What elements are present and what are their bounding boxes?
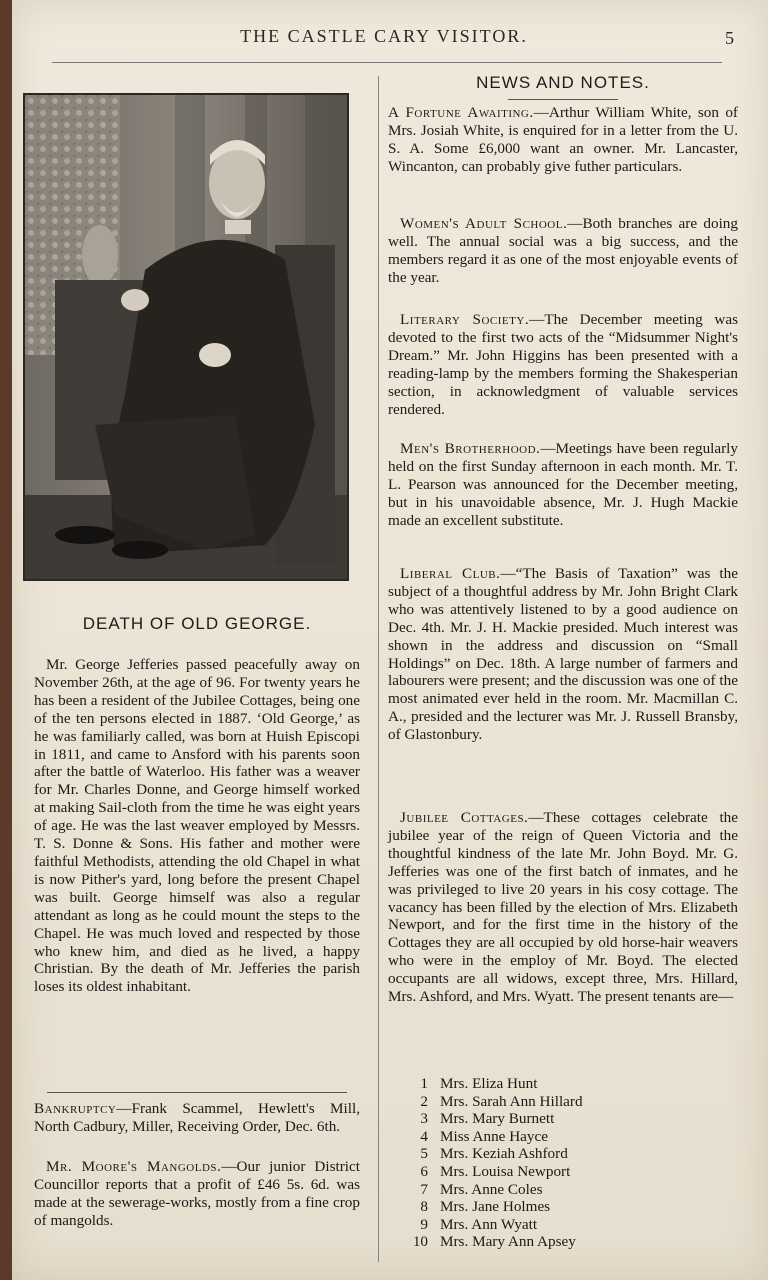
tenant-number: 3 (420, 1110, 428, 1128)
tenant-row (388, 1163, 738, 1181)
tenant-number: 9 (420, 1215, 428, 1233)
magazine-page (12, 0, 768, 1280)
tenant-name: Mrs. Keziah Ashford (440, 1145, 568, 1163)
mens-brotherhood-text: —Meetings have been regularly held on the first Sunday afternoon in each month. Mr. T. L. Pearson was announced for the December meeting, but in his unavoidable absence, Mr. J. Hugh Mackie made an excellent substitute. (388, 440, 738, 529)
tenant-number: 6 (420, 1162, 428, 1180)
news-heading-rule (508, 99, 618, 100)
jubilee-cottages-text: —These cottages celebrate the jubilee year of the reign of Queen Victoria and the thoughtful kindness of the late Mr. John Boyd. Mr. G. Jefferies was one of the first batch of inmates, and he was privileged to live 20 years in his cosy cottage. The vacancy has been filled by the election of Mrs. Elizabeth Newport, and for the first time in the history of the Cottages they are all occupied by old horse-hair weavers who were in the employ of Mr. Boyd. The elected occupants are all widows, except three, Mrs. Hillard, Mrs. Ashford, and Mrs. Wyatt. The present tenants are— (388, 809, 738, 1006)
tenant-number: 5 (420, 1145, 428, 1163)
tenant-row (388, 1110, 738, 1128)
death-heading: DEATH OF OLD GEORGE. (82, 614, 312, 633)
tenant-row (388, 1093, 738, 1111)
george-obituary (34, 656, 360, 996)
tenant-row (388, 1233, 738, 1251)
tenant-number: 2 (420, 1092, 428, 1110)
tenant-name: Mrs. Louisa Newport (440, 1162, 571, 1180)
tenant-number: 1 (420, 1075, 428, 1092)
tenant-name: Mrs. Sarah Ann Hillard (440, 1092, 583, 1110)
fortune-note (388, 104, 738, 176)
tenant-number: 10 (412, 1233, 428, 1251)
jubilee-cottages-note (388, 809, 738, 1006)
tenant-row (388, 1075, 738, 1093)
tenant-name: Mrs. Jane Holmes (440, 1198, 551, 1216)
liberal-club-note (388, 565, 738, 744)
bankruptcy-text: —Frank Scammel, Hewlett's Mill, North Cadbury, Miller, Receiving Order, Dec. 6th. (34, 1100, 360, 1135)
tenant-list (388, 1075, 738, 1251)
bankruptcy-lead: Bankruptcy (34, 1100, 117, 1117)
womens-school-lead: Women's Adult School. (400, 215, 568, 232)
tenant-row (388, 1181, 738, 1199)
tenant-name: Mrs. Mary Ann Apsey (440, 1233, 576, 1251)
mangolds-text: —Our junior District Councillor reports that a profit of £46 5s. 6d. was made at the sewerage-works, mostly from a fine crop of mangolds. (34, 1158, 360, 1229)
liberal-club-lead: Liberal Club. (400, 565, 501, 582)
george-obituary-text: Mr. George Jefferies passed peacefully away on November 26th, at the age of 96. For twenty years he has been a resident of the Jubilee Cottages, being one of the ten persons elected in 1887. ‘Old George,’ as he was familiarly called, was born at Huish Episcopi in 1811, and came to Ansford with his parents soon after the battle of Waterloo. His father was a weaver for Mr. Charles Donne, and George himself worked at making Sail-cloth from the time he was eight years of age. He was the last weaver employed by Messrs. T. S. Donne & Sons. His father and mother were faithful Methodists, attending the old Chapel in what is now Pither's yard, long before the present Chapel was built. George himself was also a regular attendant as long as he could mount the steps to the Chapel. He was much loved and respected by those who knew him, and died as he lived, a happy Christian. By the death of Mr. Jefferies the parish loses its oldest inhabitant. (34, 656, 360, 996)
bankruptcy-note (34, 1100, 360, 1136)
mens-brotherhood-note (388, 440, 738, 530)
womens-school-note (388, 215, 738, 287)
header-rule (52, 62, 722, 63)
jubilee-cottages-lead: Jubilee Cottages. (400, 809, 529, 826)
tenant-row (388, 1216, 738, 1234)
tenant-name: Mrs. Ann Wyatt (440, 1215, 538, 1233)
liberal-club-text: —“The Basis of Taxation” was the subject of a thoughtful address by Mr. John Bright Clark who was attentively listened to by a good audience on Dec. 4th. Mr. J. H. Mackie presided. Much interest was shown in the address and discussion on “Small Holdings” on Dec. 18th. A large number of farmers and labourers were present; and the discussion was one of the most animated ever held in the room. Mr. Macmillan C. A., presided and the lecturer was Mr. J. Russell Bransby, of Glastonbury. (388, 565, 738, 744)
news-heading: NEWS AND NOTES. (476, 73, 650, 92)
mangolds-note (34, 1158, 360, 1230)
page-header-title: THE CASTLE CARY VISITOR. (240, 26, 528, 46)
tenant-number: 4 (420, 1127, 428, 1145)
tenant-row (388, 1145, 738, 1163)
mangolds-lead: Mr. Moore's Mangolds. (46, 1158, 222, 1175)
literary-society-text: —The December meeting was devoted to the first two acts of the “Midsummer Night's Dream.” Mr. John Higgins has been presented with a reading-lamp by the members forming the Shakesperian section, in acknowledgment of valuable services rendered. (388, 311, 738, 418)
tenant-row (388, 1198, 738, 1216)
tenant-name: Mrs. Eliza Hunt (440, 1075, 538, 1092)
obituary-rule (47, 1092, 347, 1093)
page-number: 5 (725, 28, 734, 48)
literary-society-note (388, 311, 738, 418)
tenant-name: Mrs. Anne Coles (440, 1180, 543, 1198)
mens-brotherhood-lead: Men's Brotherhood. (400, 440, 541, 457)
tenant-number: 7 (420, 1180, 428, 1198)
fortune-text: —Arthur William White, son of Mrs. Josiah White, is enquired for in a letter from the U. S. A. Some £6,000 want an owner. Mr. Lancaster, Wincanton, can probably give futher particulars. (388, 104, 738, 175)
tenant-row (388, 1128, 738, 1146)
portrait-photo-image (25, 95, 347, 579)
womens-school-text: —Both branches are doing well. The annual social was a big success, and the members regard it as one of the most enjoyable events of the year. (388, 215, 738, 286)
tenant-name: Miss Anne Hayce (440, 1127, 548, 1145)
literary-society-lead: Literary Society. (400, 311, 530, 328)
tenant-number: 8 (420, 1198, 428, 1216)
portrait-photo (23, 93, 349, 581)
tenant-name: Mrs. Mary Burnett (440, 1110, 555, 1128)
fortune-lead: A Fortune Awaiting. (388, 104, 534, 121)
column-divider (378, 76, 379, 1262)
